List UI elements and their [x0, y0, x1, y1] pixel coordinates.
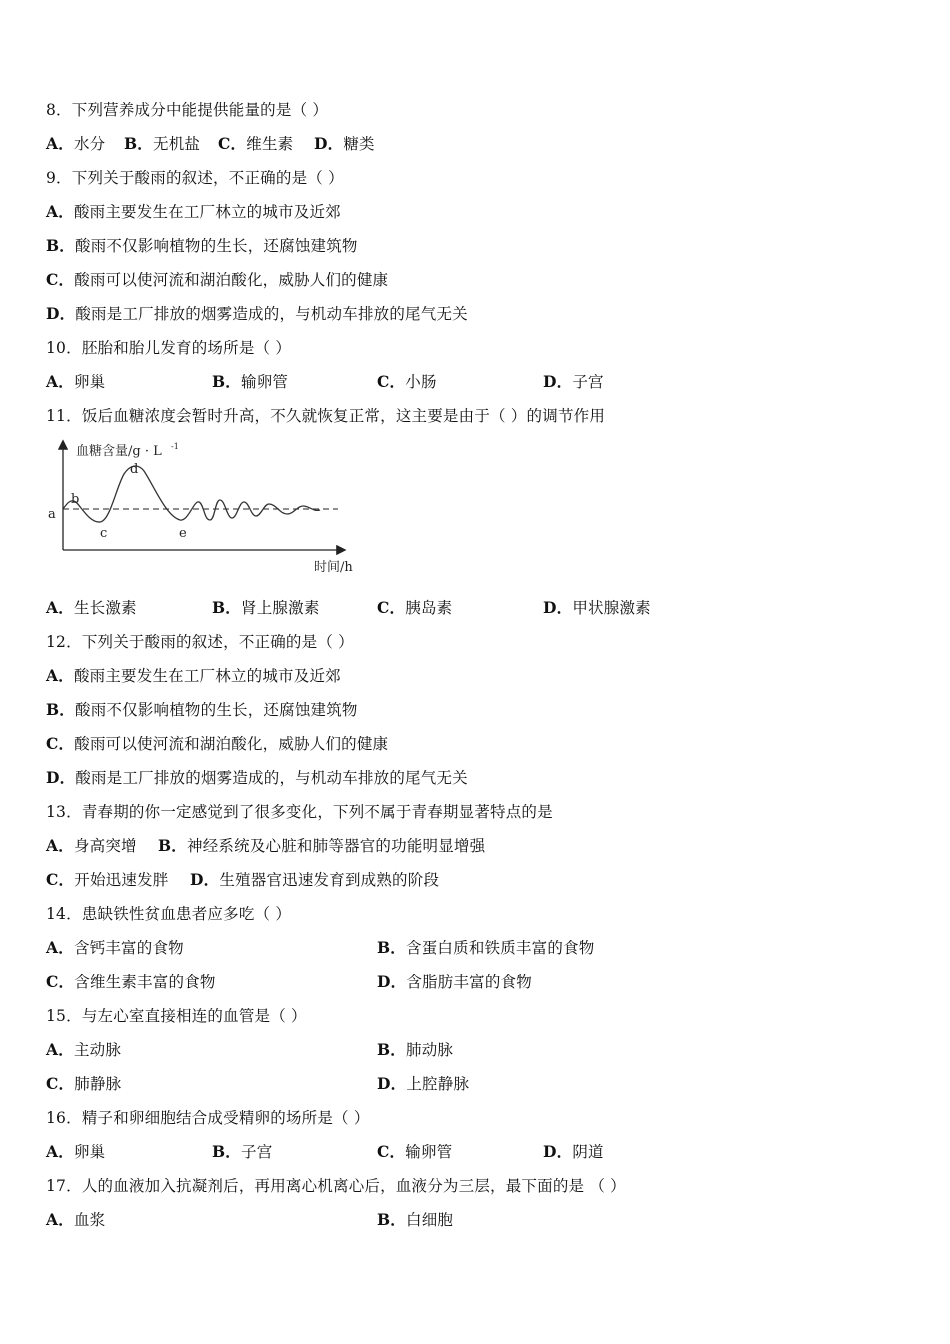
- option-text: 白细胞: [406, 1211, 454, 1229]
- option-text: 输卵管: [241, 373, 289, 391]
- option-text: 水分: [73, 135, 106, 153]
- q11-option-c: [377, 596, 452, 620]
- q8-option-a: [46, 132, 105, 156]
- option-text: 酸雨主要发生在工厂林立的城市及近郊: [73, 203, 341, 221]
- y-axis-label: 血糖含量/g · L: [76, 444, 162, 459]
- q9-option-a: [46, 200, 341, 224]
- option-label: A．: [46, 836, 74, 855]
- q11-stem: 11．饭后血糖浓度会暂时升高，不久就恢复正常，这主要是由于（ ）的调节作用: [46, 407, 606, 425]
- option-text: 子宫: [572, 373, 604, 391]
- q16-option-b: [212, 1140, 272, 1164]
- q9-stem: 9．下列关于酸雨的叙述，不正确的是（ ）: [46, 169, 344, 187]
- option-label: A．: [46, 938, 74, 957]
- q11-option-b: [212, 596, 320, 620]
- option-label: A．: [46, 134, 74, 153]
- option-label: A．: [46, 598, 74, 617]
- option-text: 上腔静脉: [406, 1075, 470, 1093]
- option-label: C．: [46, 1074, 75, 1093]
- option-text: 生殖器官迅速发育到成熟的阶段: [219, 871, 440, 889]
- option-label: A．: [46, 1040, 74, 1059]
- q12-stem: 12．下列关于酸雨的叙述，不正确的是（ ）: [46, 633, 354, 651]
- option-text: 酸雨是工厂排放的烟雾造成的，与机动车排放的尾气无关: [75, 769, 468, 787]
- option-text: 主动脉: [73, 1041, 122, 1059]
- option-label: D．: [190, 870, 220, 889]
- option-label: D．: [46, 304, 76, 323]
- option-text: 酸雨是工厂排放的烟雾造成的，与机动车排放的尾气无关: [75, 305, 468, 323]
- q10-stem: 10．胚胎和胎儿发育的场所是（ ）: [46, 339, 292, 357]
- q14-option-a: [46, 936, 184, 960]
- blood-sugar-curve-svg: [44, 436, 364, 578]
- option-label: A．: [46, 372, 74, 391]
- q16-option-a: [46, 1140, 105, 1164]
- q13-stem: 13．青春期的你一定感觉到了很多变化，下列不属于青春期显著特点的是: [46, 803, 553, 821]
- option-label: B．: [124, 134, 154, 153]
- q10-option-c: [377, 370, 437, 394]
- point-d-label: d: [130, 462, 139, 477]
- q10-option-d: [543, 370, 604, 394]
- option-label: D．: [543, 598, 573, 617]
- q15-stem: 15．与左心室直接相连的血管是（ ）: [46, 1007, 307, 1025]
- option-text: 卵巢: [73, 373, 106, 391]
- q14-option-d: [377, 970, 532, 994]
- option-text: 酸雨可以使河流和湖泊酸化，威胁人们的健康: [74, 271, 389, 289]
- q15-option-b: [377, 1038, 453, 1062]
- option-text: 含蛋白质和铁质丰富的食物: [406, 939, 595, 957]
- option-text: 酸雨可以使河流和湖泊酸化，威胁人们的健康: [74, 735, 389, 753]
- option-label: D．: [46, 768, 76, 787]
- option-text: 无机盐: [153, 135, 201, 153]
- option-label: A．: [46, 1210, 74, 1229]
- option-label: D．: [543, 1142, 573, 1161]
- q8-option-c: [218, 132, 293, 156]
- q13-option-b: [158, 834, 485, 858]
- option-label: C．: [377, 372, 406, 391]
- q15-option-c: [46, 1072, 121, 1096]
- point-b-label: b: [71, 492, 80, 507]
- blood-sugar-curve-figure: [44, 436, 364, 578]
- point-c-label: c: [100, 526, 108, 541]
- q13-option-d: [190, 868, 439, 892]
- option-text: 阴道: [572, 1143, 604, 1161]
- option-label: C．: [218, 134, 247, 153]
- option-label: D．: [314, 134, 344, 153]
- option-text: 生长激素: [73, 599, 137, 617]
- option-text: 肺静脉: [74, 1075, 122, 1093]
- option-text: 糖类: [343, 135, 375, 153]
- q16-option-d: [543, 1140, 604, 1164]
- option-text: 酸雨不仅影响植物的生长，还腐蚀建筑物: [75, 701, 358, 719]
- option-label: C．: [377, 598, 406, 617]
- q8-stem: 8．下列营养成分中能提供能量的是（ ）: [46, 101, 329, 119]
- q16-stem: 16．精子和卵细胞结合成受精卵的场所是（ ）: [46, 1109, 370, 1127]
- q17-stem: 17．人的血液加入抗凝剂后，再用离心机离心后，血液分为三层，最下面的是 （ ）: [46, 1177, 626, 1195]
- q9-option-d: [46, 302, 468, 326]
- option-label: B．: [46, 236, 76, 255]
- option-label: C．: [46, 734, 75, 753]
- option-text: 含维生素丰富的食物: [74, 973, 216, 991]
- option-label: B．: [377, 938, 407, 957]
- option-text: 酸雨主要发生在工厂林立的城市及近郊: [73, 667, 341, 685]
- option-text: 身高突增: [73, 837, 137, 855]
- q8-option-b: [124, 132, 200, 156]
- option-text: 甲状腺激素: [572, 599, 651, 617]
- option-label: B．: [377, 1210, 407, 1229]
- blood-sugar-curve: [63, 466, 320, 522]
- q15-option-d: [377, 1072, 469, 1096]
- option-label: B．: [377, 1040, 407, 1059]
- option-text: 胰岛素: [405, 599, 453, 617]
- q16-option-c: [377, 1140, 452, 1164]
- option-text: 卵巢: [73, 1143, 106, 1161]
- option-label: B．: [46, 700, 76, 719]
- option-label: A．: [46, 1142, 74, 1161]
- q12-option-b: [46, 698, 358, 722]
- q12-option-a: [46, 664, 341, 688]
- option-label: D．: [377, 1074, 407, 1093]
- q17-option-b: [377, 1208, 453, 1232]
- option-label: D．: [377, 972, 407, 991]
- option-label: D．: [543, 372, 573, 391]
- option-text: 输卵管: [405, 1143, 453, 1161]
- option-label: C．: [46, 870, 75, 889]
- q9-option-c: [46, 268, 388, 292]
- q11-option-a: [46, 596, 137, 620]
- option-label: A．: [46, 202, 74, 221]
- option-text: 开始迅速发胖: [74, 871, 169, 889]
- q9-option-b: [46, 234, 358, 258]
- option-text: 含钙丰富的食物: [73, 939, 184, 957]
- q8-option-d: [314, 132, 375, 156]
- option-label: C．: [46, 270, 75, 289]
- y-axis-label-sup: -1: [171, 442, 179, 451]
- option-text: 肺动脉: [406, 1041, 454, 1059]
- q12-option-c: [46, 732, 388, 756]
- option-label: B．: [158, 836, 188, 855]
- q17-option-a: [46, 1208, 105, 1232]
- option-text: 含脂肪丰富的食物: [406, 973, 532, 991]
- option-text: 酸雨不仅影响植物的生长，还腐蚀建筑物: [75, 237, 358, 255]
- option-label: C．: [377, 1142, 406, 1161]
- q11-option-d: [543, 596, 651, 620]
- q14-option-b: [377, 936, 594, 960]
- q15-option-a: [46, 1038, 121, 1062]
- option-text: 神经系统及心脏和肺等器官的功能明显增强: [187, 837, 486, 855]
- option-text: 血浆: [73, 1211, 106, 1229]
- x-axis-label: 时间/h: [314, 560, 353, 575]
- q13-option-a: [46, 834, 137, 858]
- option-text: 肾上腺激素: [241, 599, 320, 617]
- q14-stem: 14．患缺铁性贫血患者应多吃（ ）: [46, 905, 292, 923]
- option-label: B．: [212, 1142, 242, 1161]
- q10-option-b: [212, 370, 288, 394]
- q12-option-d: [46, 766, 468, 790]
- option-text: 维生素: [246, 135, 294, 153]
- q13-option-c: [46, 868, 168, 892]
- option-label: A．: [46, 666, 74, 685]
- option-text: 子宫: [241, 1143, 273, 1161]
- option-label: B．: [212, 372, 242, 391]
- option-label: C．: [46, 972, 75, 991]
- option-label: B．: [212, 598, 242, 617]
- point-e-label: e: [179, 526, 187, 541]
- q10-option-a: [46, 370, 105, 394]
- point-a-label: a: [48, 507, 56, 522]
- option-text: 小肠: [405, 373, 437, 391]
- q14-option-c: [46, 970, 216, 994]
